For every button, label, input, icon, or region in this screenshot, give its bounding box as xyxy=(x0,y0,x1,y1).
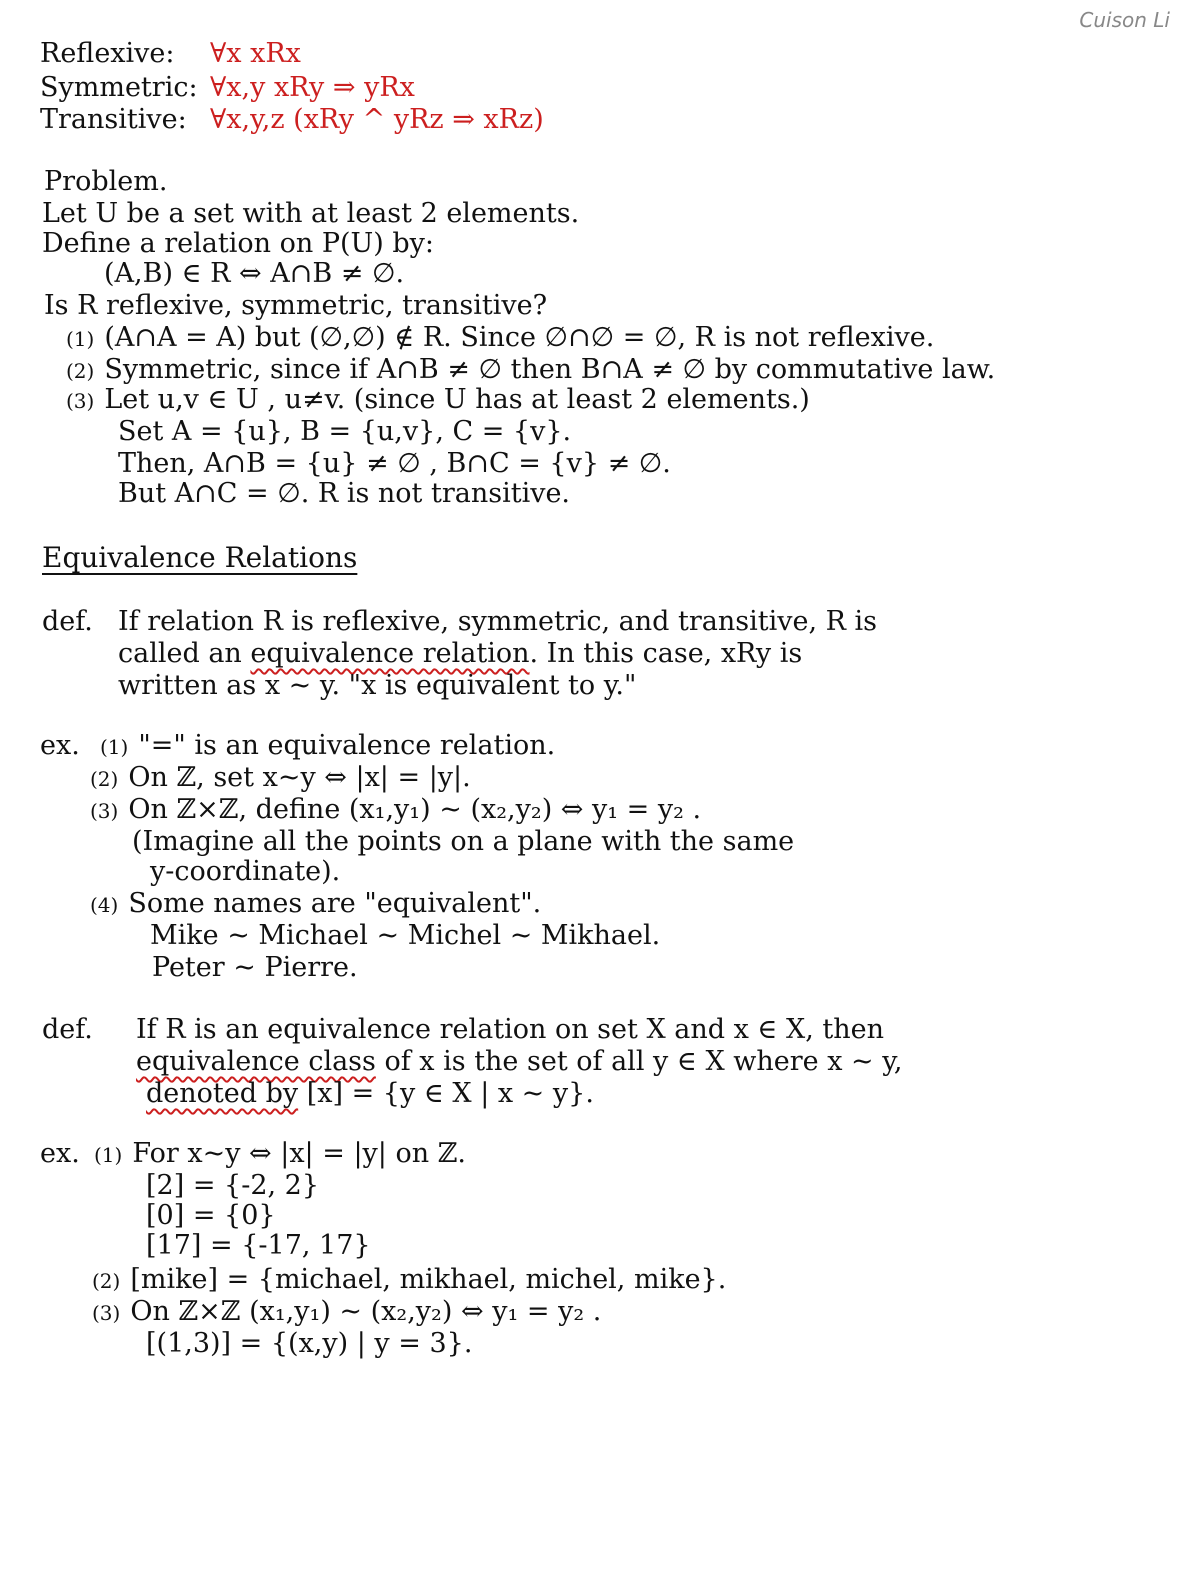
problem-line-3: (A,B) ∈ R ⇔ A∩B ≠ ∅. xyxy=(104,258,405,289)
example-2-3-number: (3) xyxy=(92,1301,121,1325)
example-2-1-number: (1) xyxy=(94,1143,123,1167)
definition-2-line-3 xyxy=(146,1078,594,1110)
definition-1-text-2-post: . In this case, xRy is xyxy=(529,638,803,669)
example-1-3-number: (3) xyxy=(90,799,119,823)
transitive-label: Transitive: xyxy=(40,104,187,135)
reflexive-definition xyxy=(40,38,301,70)
answer-3 xyxy=(66,384,810,417)
equivalence-relation-term: equivalence relation xyxy=(250,638,530,669)
example-1-3-line-2: (Imagine all the points on a plane with the same xyxy=(132,826,795,857)
definition-2-text-3-post: [x] = {y ∈ X | x ~ y}. xyxy=(298,1078,594,1109)
example-2-1-line-4: [17] = {-17, 17} xyxy=(146,1230,371,1261)
example-1-4 xyxy=(90,888,541,921)
equivalence-class-term: equivalence class xyxy=(136,1046,376,1077)
example-1-4-line-2: Mike ~ Michael ~ Michel ~ Mikhael. xyxy=(150,920,661,951)
definition-2-text-2-post: of x is the set of all y ∈ X where x ~ y, xyxy=(375,1046,903,1077)
answer-1-text: (A∩A = A) but (∅,∅) ∉ R. Since ∅∩∅ = ∅, R is not reflexive. xyxy=(104,322,935,353)
example-2-2 xyxy=(92,1264,726,1297)
example-1-1-number: (1) xyxy=(100,735,129,759)
example-2-2-number: (2) xyxy=(92,1269,121,1293)
example-2-1-line-3: [0] = {0} xyxy=(146,1200,276,1231)
answer-3-line-3: Then, A∩B = {u} ≠ ∅ , B∩C = {v} ≠ ∅. xyxy=(118,448,671,479)
example-2-3-line-2: [(1,3)] = {(x,y) | y = 3}. xyxy=(146,1328,473,1359)
definition-1-text-1: If relation R is reflexive, symmetric, and transitive, R is xyxy=(118,606,878,637)
answer-2-text: Symmetric, since if A∩B ≠ ∅ then B∩A ≠ ∅ by commutative law. xyxy=(104,354,996,385)
definition-1-text-2-pre: called an xyxy=(118,638,242,669)
answer-3-line-4: But A∩C = ∅. R is not transitive. xyxy=(118,478,571,509)
answer-2-number: (2) xyxy=(66,359,95,383)
definition-2-text-1: If R is an equivalence relation on set X and x ∈ X, then xyxy=(136,1014,884,1045)
answer-1 xyxy=(66,322,934,355)
example-1-label: ex. xyxy=(40,730,80,761)
answer-3-line-1: Let u,v ∈ U , u≠v. (since U has at least 2 elements.) xyxy=(104,384,810,415)
symmetric-label: Symmetric: xyxy=(40,72,198,103)
example-1-1 xyxy=(40,730,555,763)
definition-1-line-3: written as x ~ y. "x is equivalent to y." xyxy=(118,670,637,701)
example-1-2-text: On ℤ, set x~y ⇔ |x| = |y|. xyxy=(128,762,471,793)
example-2-1-text-1: For x~y ⇔ |x| = |y| on ℤ. xyxy=(132,1138,466,1169)
answer-3-number: (3) xyxy=(66,389,95,413)
reflexive-label: Reflexive: xyxy=(40,38,175,69)
transitive-formula: ∀x,y,z (xRy ^ yRz ⇒ xRz) xyxy=(210,104,544,135)
example-1-4-text-1: Some names are "equivalent". xyxy=(128,888,542,919)
example-2-1 xyxy=(40,1138,466,1171)
answer-1-number: (1) xyxy=(66,327,95,351)
example-1-2 xyxy=(90,762,471,795)
answer-3-line-2: Set A = {u}, B = {u,v}, C = {v}. xyxy=(118,416,572,447)
example-1-4-number: (4) xyxy=(90,893,119,917)
example-1-3-text-1: On ℤ×ℤ, define (x₁,y₁) ~ (x₂,y₂) ⇔ y₁ = y₂ . xyxy=(128,794,702,825)
transitive-definition xyxy=(40,104,544,136)
example-1-3 xyxy=(90,794,701,827)
example-2-label: ex. xyxy=(40,1138,80,1169)
example-1-2-number: (2) xyxy=(90,767,119,791)
answer-2 xyxy=(66,354,995,387)
denoted-by-term: denoted by xyxy=(146,1078,299,1109)
definition-1-line-2 xyxy=(118,638,802,670)
symmetric-formula: ∀x,y xRy ⇒ yRx xyxy=(210,72,415,103)
example-2-3 xyxy=(92,1296,601,1329)
example-1-4-line-3: Peter ~ Pierre. xyxy=(152,952,358,983)
example-1-1-text: "=" is an equivalence relation. xyxy=(138,730,556,761)
problem-line-1: Let U be a set with at least 2 elements. xyxy=(42,198,580,229)
problem-title: Problem. xyxy=(44,166,168,197)
definition-1-line-1 xyxy=(42,606,877,638)
definition-2-line-1 xyxy=(42,1014,884,1046)
section-heading: Equivalence Relations xyxy=(42,541,358,574)
symmetric-definition xyxy=(40,72,415,104)
problem-question: Is R reflexive, symmetric, transitive? xyxy=(44,290,548,321)
author-signature: Cuison Li xyxy=(1079,8,1170,32)
example-2-3-text-1: On ℤ×ℤ (x₁,y₁) ~ (x₂,y₂) ⇔ y₁ = y₂ . xyxy=(130,1296,602,1327)
example-2-1-line-2: [2] = {-2, 2} xyxy=(146,1170,320,1201)
problem-line-2: Define a relation on P(U) by: xyxy=(42,228,435,259)
reflexive-formula: ∀x xRx xyxy=(210,38,301,69)
definition-1-label: def. xyxy=(42,606,93,637)
example-1-3-line-3: y-coordinate). xyxy=(150,856,341,887)
definition-2-label: def. xyxy=(42,1014,93,1045)
example-2-2-text: [mike] = {michael, mikhael, michel, mike}. xyxy=(130,1264,727,1295)
definition-2-line-2 xyxy=(136,1046,902,1078)
